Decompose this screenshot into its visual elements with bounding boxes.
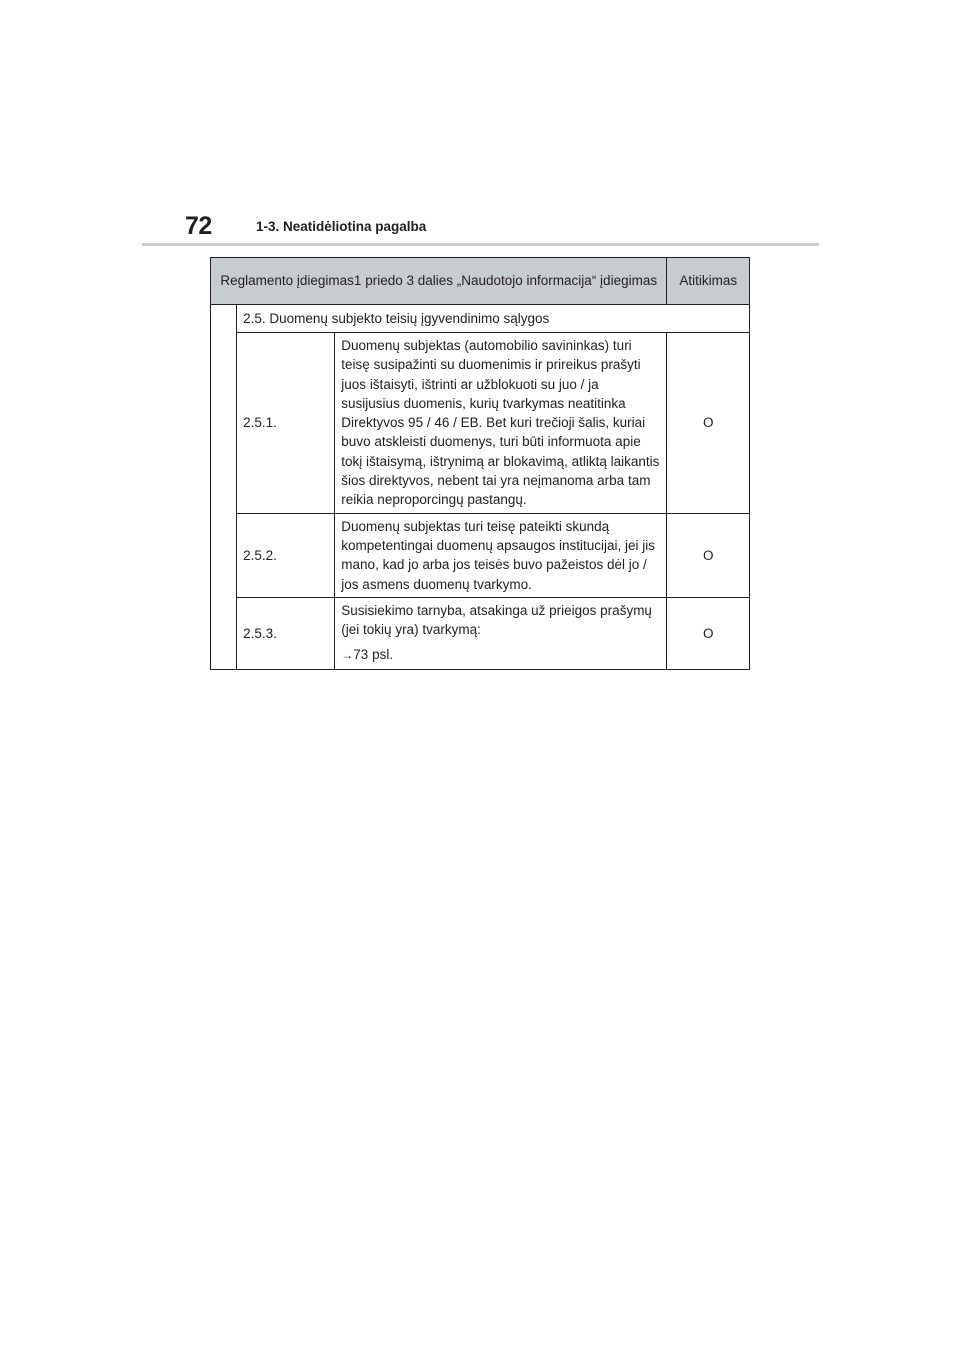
page-reference[interactable]	[341, 645, 660, 665]
page-reference-label: 73 psl.	[353, 647, 394, 663]
row-number: 2.5.1.	[237, 333, 335, 514]
row-text: Duomenų subjektas (automobilio savininkas) turi teisę susipažinti su duomenimis ir prireikus prašyti juos ištaisyti, ištrinti ar užblokuoti su juo / ja susijusius duomenis, kurių tvarkymas neatitinka Direktyvos 95 / 46 / EB. Bet kuri trečioji šalis, kuriai buvo atskleisti duomenys, turi būti informuota apie tokį ištaisymą, ištrynimą ar blokavimą, atliktą laikantis šios direktyvos, nebent tai yra neįmanoma arba tam reikia neproporcingų pastangų.	[335, 333, 667, 514]
row-text: Susisiekimo tarnyba, atsakinga už prieigos prašymų (jei tokių yra) tvarkymą:	[341, 602, 652, 638]
indent-cell	[211, 305, 237, 670]
table-row	[211, 597, 750, 669]
table-header-row	[211, 258, 750, 305]
header-requirement: Reglamento įdiegimas1 priedo 3 dalies „Naudotojo informacija“ įdiegimas	[211, 258, 667, 305]
regulation-table	[210, 257, 750, 670]
header-compliance: Atitikimas	[667, 258, 750, 305]
subheading: 2.5. Duomenų subjekto teisių įgyvendinimo sąlygos	[237, 305, 750, 333]
row-compliance: O	[667, 513, 750, 597]
row-number: 2.5.2.	[237, 513, 335, 597]
table-subheading-row	[211, 305, 750, 333]
arrow-right-icon: →	[341, 648, 354, 663]
table-row	[211, 513, 750, 597]
header-divider	[142, 243, 819, 246]
row-compliance: O	[667, 333, 750, 514]
section-title: 1-3. Neatidėliotina pagalba	[256, 219, 427, 234]
table-row	[211, 333, 750, 514]
row-number: 2.5.3.	[237, 597, 335, 669]
row-text: Duomenų subjektas turi teisę pateikti skundą kompetentingai duomenų apsaugos institucijai, jei jis mano, kad jo arba jos teisės buvo pažeistos dėl jo / jos asmens duomenų tvarkymo.	[335, 513, 667, 597]
row-text-cell	[335, 597, 667, 669]
row-compliance: O	[667, 597, 750, 669]
page-number: 72	[185, 212, 212, 240]
